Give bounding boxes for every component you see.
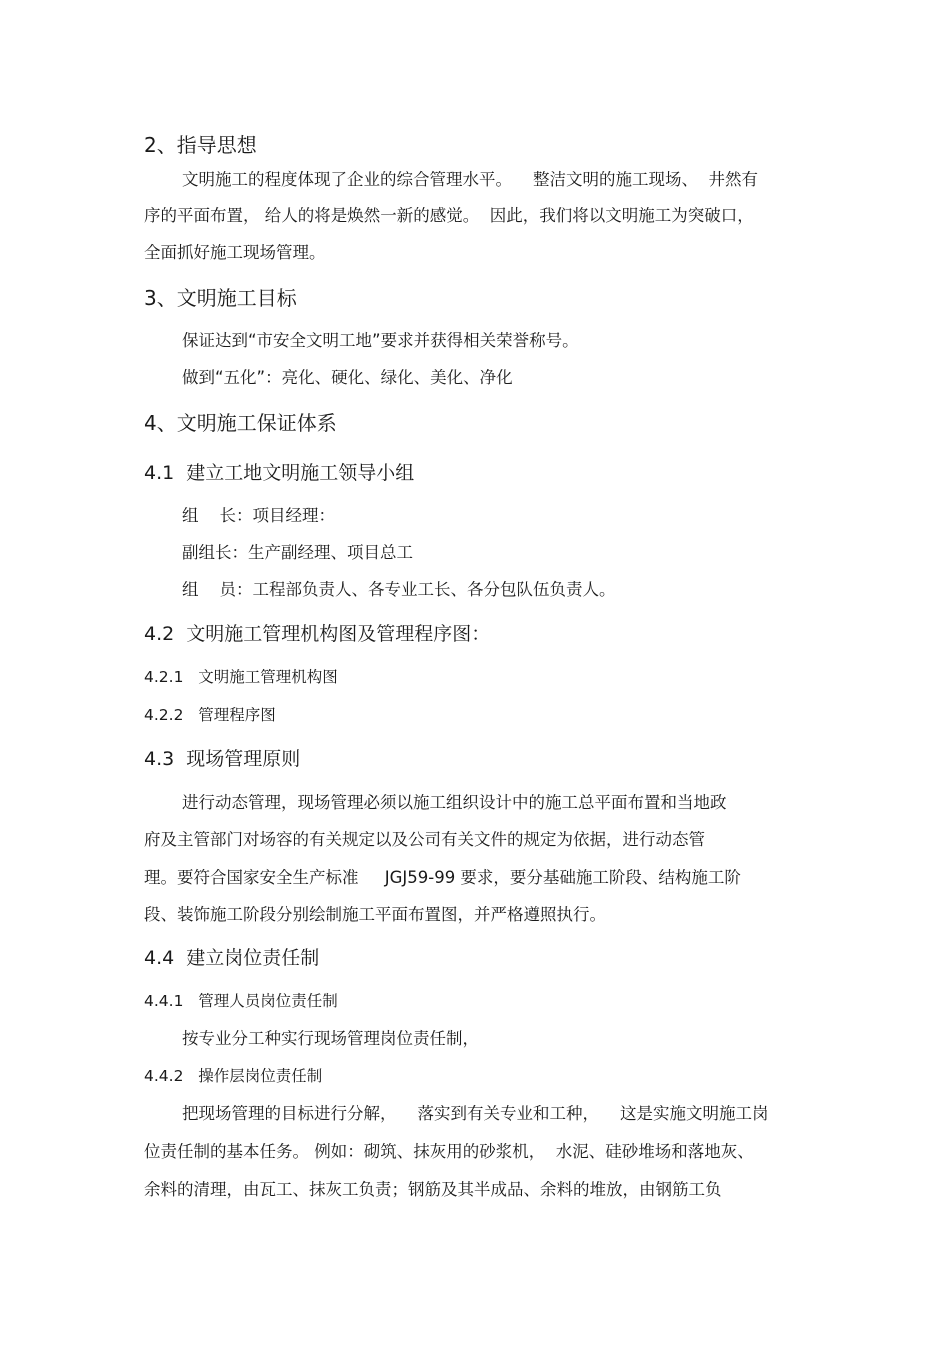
paragraph-line: 余料的清理，由瓦工、抹灰工负责；钢筋及其半成品、余料的堆放，由钢筋工负 bbox=[144, 1180, 722, 1199]
subsection-heading: 4.2 文明施工管理机构图及管理程序图： bbox=[144, 623, 491, 645]
paragraph-line: 文明施工的程度体现了企业的综合管理水平。 整洁文明的施工现场、 井然有 bbox=[182, 170, 758, 189]
paragraph-line: 组 长：项目经理： bbox=[182, 506, 335, 525]
subsection-heading: 4.3 现场管理原则 bbox=[144, 748, 301, 770]
paragraph-line: 全面抓好施工现场管理。 bbox=[144, 243, 326, 262]
subsection-heading: 4.4 建立岗位责任制 bbox=[144, 947, 320, 969]
subsection-heading: 4.1 建立工地文明施工领导小组 bbox=[144, 462, 415, 484]
paragraph-line: 理。要符合国家安全生产标准 JGJ59-99 要求，要分基础施工阶段、结构施工阶 bbox=[144, 868, 741, 887]
sub-subsection-heading: 4.2.1 文明施工管理机构图 bbox=[144, 668, 338, 686]
sub-subsection-heading: 4.2.2 管理程序图 bbox=[144, 706, 276, 724]
paragraph-line: 副组长：生产副经理、项目总工 bbox=[182, 543, 413, 562]
paragraph-line: 做到“五化”：亮化、硬化、绿化、美化、净化 bbox=[182, 368, 513, 387]
paragraph-line: 保证达到“市安全文明工地”要求并获得相关荣誉称号。 bbox=[182, 331, 579, 350]
paragraph-line: 序的平面布置， 给人的将是焕然一新的感觉。 因此，我们将以文明施工为突破口， bbox=[144, 206, 754, 225]
paragraph-line: 把现场管理的目标进行分解， 落实到有关专业和工种， 这是实施文明施工岗 bbox=[182, 1104, 769, 1123]
paragraph-line: 按专业分工种实行现场管理岗位责任制， bbox=[182, 1029, 479, 1048]
sub-subsection-heading: 4.4.2 操作层岗位责任制 bbox=[144, 1067, 323, 1085]
paragraph-line: 组 员：工程部负责人、各专业工长、各分包队伍负责人。 bbox=[182, 580, 616, 599]
paragraph-line: 进行动态管理，现场管理必须以施工组织设计中的施工总平面布置和当地政 bbox=[182, 793, 727, 812]
paragraph-line: 段、装饰施工阶段分别绘制施工平面布置图，并严格遵照执行。 bbox=[144, 905, 606, 924]
section-heading: 3、文明施工目标 bbox=[144, 286, 297, 310]
section-heading: 2、指导思想 bbox=[144, 133, 257, 157]
sub-subsection-heading: 4.4.1 管理人员岗位责任制 bbox=[144, 992, 338, 1010]
paragraph-line: 位责任制的基本任务。 例如：砌筑、抹灰用的砂浆机， 水泥、硅砂堆场和落地灰、 bbox=[144, 1142, 754, 1161]
paragraph-line: 府及主管部门对场容的有关规定以及公司有关文件的规定为依据，进行动态管 bbox=[144, 830, 705, 849]
section-heading: 4、文明施工保证体系 bbox=[144, 411, 337, 435]
